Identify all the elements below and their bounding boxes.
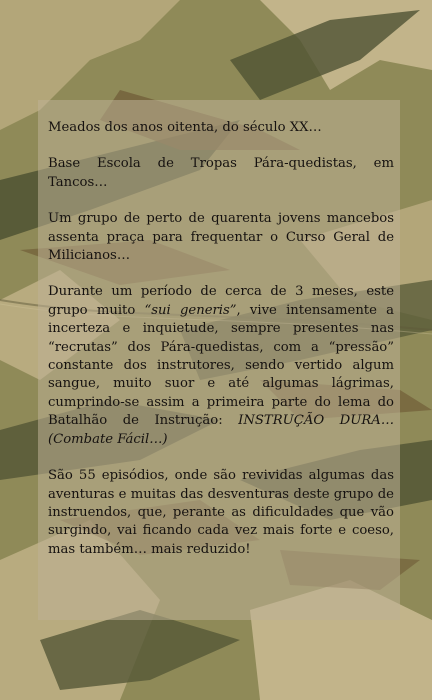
synopsis-text bbox=[48, 119, 394, 559]
paragraph-1: Meados dos anos oitenta, do século XX… bbox=[48, 120, 322, 135]
paragraph-3: Um grupo de perto de quarenta jovens mancebos assenta praça para frequentar o Curso Geral de Milicianos… bbox=[48, 211, 394, 264]
paragraph-4-part-a: Durante um período de cerca de 3 meses, este grupo muito bbox=[48, 284, 394, 318]
paragraph-4-part-c: , vive intensamente a incerteza e inquietude, sempre presentes nas “recrutas” dos Pára-quedistas, com a “pressão” constante dos instrutores, sendo vertido algum sangue, muito suor e até algumas lágrimas, cumprindo-se assim a primeira parte do lema do Batalhão de Instrução: bbox=[48, 302, 394, 429]
paragraph-4-motto: INSTRUÇÃO DURA… (Combate Fácil…) bbox=[48, 413, 395, 447]
paragraph-5: São 55 episódios, onde são revividas algumas das aventuras e muitas das desventuras deste grupo de instruendos, que, perante as dificuldades que vão surgindo, vai ficando cada vez mais forte e coeso, mas também… mais reduzido! bbox=[48, 468, 394, 557]
paragraph-4 bbox=[48, 283, 394, 449]
paragraph-4-sui-generis: “sui generis” bbox=[144, 302, 237, 318]
paragraph-2: Base Escola de Tropas Pára-quedistas, em Tancos… bbox=[48, 156, 394, 190]
